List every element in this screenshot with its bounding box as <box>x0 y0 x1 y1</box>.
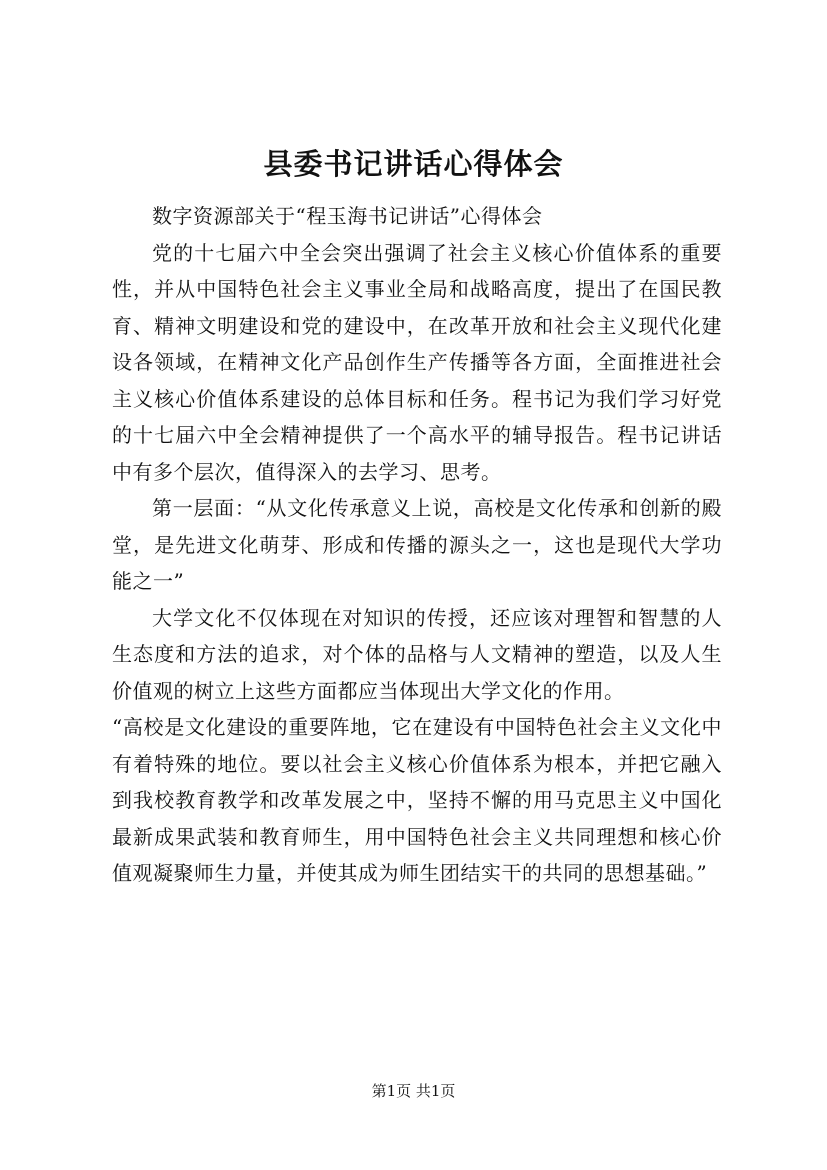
document-body <box>112 198 722 892</box>
paragraph-quote: “高校是文化建设的重要阵地，它在建设有中国特色社会主义文化中有着特殊的地位。要以社会主义核心价值体系为根本，并把它融入到我校教育教学和改革发展之中，坚持不懈的用马克思主义中国化最新成果武装和教育师生，用中国特色社会主义共同理想和核心价值观凝聚师生力量，并使其成为师生团结实干的共同的思想基础。” <box>112 715 722 885</box>
paragraph-intro: 党的十七届六中全会突出强调了社会主义核心价值体系的重要性，并从中国特色社会主义事业全局和战略高度，提出了在国民教育、精神文明建设和党的建设中，在改革开放和社会主义现代化建设各领域，在精神文化产品创作生产传播等各方面，全面推进社会主义核心价值体系建设的总体目标和任务。程书记为我们学习好党的十七届六中全会精神提供了一个高水平的辅导报告。程书记讲话中有多个层次，值得深入的去学习、思考。 <box>112 240 722 484</box>
page-footer: 第1页 共1页 <box>371 1082 456 1100</box>
document-title: 县委书记讲话心得体会 <box>263 147 564 181</box>
paragraph-university-culture: 大学文化不仅体现在对知识的传授，还应该对理智和智慧的人生态度和方法的追求，对个体的品格与人文精神的塑造，以及人生价值观的树立上这些方面都应当体现出大学文化的作用。 <box>112 605 722 703</box>
paragraph-first-level: 第一层面：“从文化传承意义上说，高校是文化传承和创新的殿堂，是先进文化萌芽、形成和传播的源头之一，这也是现代大学功能之一” <box>112 496 722 593</box>
paragraph-subtitle: 数字资源部关于“程玉海书记讲话”心得体会 <box>152 204 543 228</box>
